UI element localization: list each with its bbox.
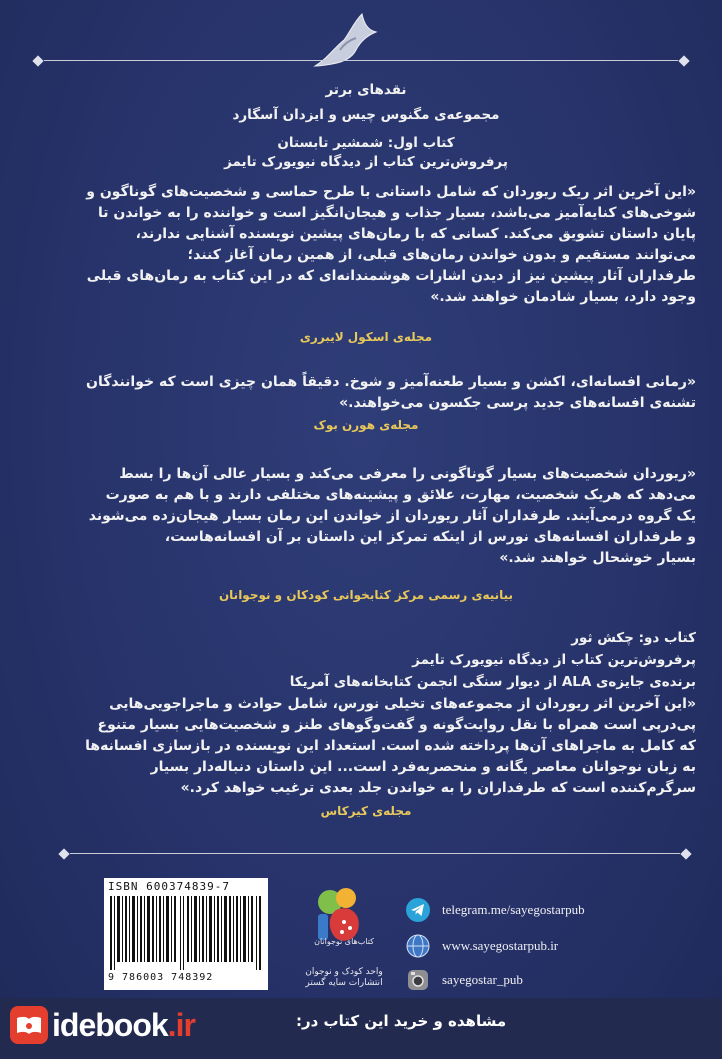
publisher-text	[298, 937, 390, 989]
review-1	[36, 182, 696, 308]
review-line: یک گروه درمی‌آیند. طرفداران آثار ریوردان از خواندن این رمان بسیار هیجان‌زده می‌شوند	[88, 508, 696, 524]
barcode	[104, 878, 268, 990]
review-line: وجود دارد، بسیار شادمان خواهند شد.»	[430, 289, 696, 305]
review-line: سرگرم‌کننده است که طرفداران را به خواندن جلد بعدی ترغیب خواهد کرد.»	[180, 780, 696, 796]
globe-icon	[406, 934, 430, 958]
review-4-source: مجله‌ی کیرکاس	[320, 804, 412, 818]
series-title: مجموعه‌ی مگنوس چیس و ایزدان آسگارد	[232, 107, 500, 123]
review-line: تشنه‌ی افسانه‌های جدید پرسی جکسون می‌خواهند.»	[339, 395, 696, 411]
review-line: می‌دهد که هریک شخصیت، مهارت، علائق و پیشینه‌های مختلفی دارند و با هم به صورت	[105, 487, 696, 503]
footer-tagline: مشاهده و خرید این کتاب در:	[296, 1012, 507, 1030]
instagram-icon	[406, 968, 430, 992]
review-line: «این آخرین اثر ریوردان از مجموعه‌های تخیلی نورس، شامل حوادث و ماجراجویی‌هایی	[109, 696, 696, 712]
instagram-link[interactable]	[406, 968, 523, 992]
review-line: و طرفداران افسانه‌های نورس از اینکه تمرکز این داستان بر آن افسانه‌هاست،	[164, 529, 696, 545]
telegram-icon	[406, 898, 430, 922]
review-3-source: بیانیه‌ی رسمی مرکز کتابخوانی کودکان و نوجوانان	[218, 588, 514, 602]
review-line: که کامل به ماجراهای آن‌ها پرداخته شده است. استعداد این نویسنده در بازسازی افسانه‌ها	[85, 738, 696, 754]
book-one-title: کتاب اول: شمشیر تابستان	[277, 135, 455, 151]
isbn-label: ISBN 600374839-7	[108, 880, 230, 893]
top-reviews-heading: نقدهای برتر	[325, 82, 407, 98]
publisher-line-1: واحد کودک و نوجوان	[305, 967, 383, 977]
review-1-source: مجله‌ی اسکول لایبرری	[299, 330, 433, 344]
review-4	[36, 694, 696, 799]
review-line: پی‌درپی است همراه با نقل روایت‌گونه و گفت‌وگوهای طنز و شخصیت‌هایی بسیار متنوع	[97, 717, 696, 733]
review-3	[36, 464, 696, 569]
review-2	[36, 372, 696, 414]
brand-tld: .ir	[167, 1006, 195, 1043]
footer-banner[interactable]	[0, 998, 722, 1059]
review-line: بسیار خوشحال خواهند شد.»	[499, 550, 696, 566]
review-line: «رمانی افسانه‌ای، اکشن و بسیار طعنه‌آمیز و شوخ. دقیقاً همان چیزی است که خوانندگان	[86, 374, 696, 390]
instagram-handle[interactable]: sayegostar_pub	[442, 972, 523, 987]
website-url[interactable]: www.sayegostarpub.ir	[442, 938, 559, 953]
brand-name: idebook	[52, 1006, 168, 1043]
telegram-link[interactable]	[406, 898, 585, 922]
book-one-bestseller: پرفروش‌ترین کتاب از دیدگاه نیویورک تایمز	[224, 154, 508, 170]
review-2-source: مجله‌ی هورن بوک	[313, 418, 419, 432]
publisher-line-2: انتشارات سایه گستر	[305, 978, 383, 988]
review-line: «ریوردان شخصیت‌های بسیار گوناگونی را معرفی می‌کند و بسیار عالی آن‌ها را بسط	[119, 466, 696, 482]
book-two-bestseller: پرفروش‌ترین کتاب از دیدگاه نیویورک تایمز	[412, 652, 696, 668]
review-line: به زبان نوجوانان معاصر یگانه و منحصربه‌فرد است... این داستان دنباله‌دار بسیار	[150, 759, 696, 775]
barcode-number: 9 786003 748392	[108, 972, 214, 983]
review-line: پایان داستان تشویق می‌کند. کسانی که با رمان‌های پیشین نویسنده آشنایی ندارند،	[135, 226, 696, 242]
bottom-divider	[60, 850, 690, 858]
barcode-bars	[110, 896, 262, 970]
review-line: شوخی‌های کنایه‌آمیز می‌باشد، بسیار جذاب و هیجان‌انگیز است و خواننده را به خواندن تا	[97, 205, 696, 221]
book-two-award: برنده‌ی جایزه‌ی ALA از دیوار سنگی انجمن کتابخانه‌های آمریکا	[289, 674, 696, 690]
book-two-title: کتاب دو: چکش ثور	[571, 630, 696, 646]
idebook-logo[interactable]	[10, 1006, 195, 1044]
telegram-url[interactable]: telegram.me/sayegostarpub	[442, 902, 585, 917]
review-line: می‌توانند مستقیم و بدون خواندن رمان‌های قبلی، از همین رمان آغاز کنند؛	[187, 247, 696, 263]
website-link[interactable]	[406, 934, 558, 958]
book-icon	[10, 1006, 48, 1044]
publisher-logo-text: کتاب‌های نوجوانان	[314, 937, 374, 946]
review-line: طرفداران آثار پیشین نیز از دیدن اشارات هوشمندانه‌ای که در این کتاب به رمان‌های قبلی	[86, 268, 696, 284]
top-divider	[34, 57, 688, 65]
review-line: «این آخرین اثر ریک ریوردان که شامل داستانی با طرح حماسی و شخصیت‌های گوناگون و	[86, 184, 696, 200]
